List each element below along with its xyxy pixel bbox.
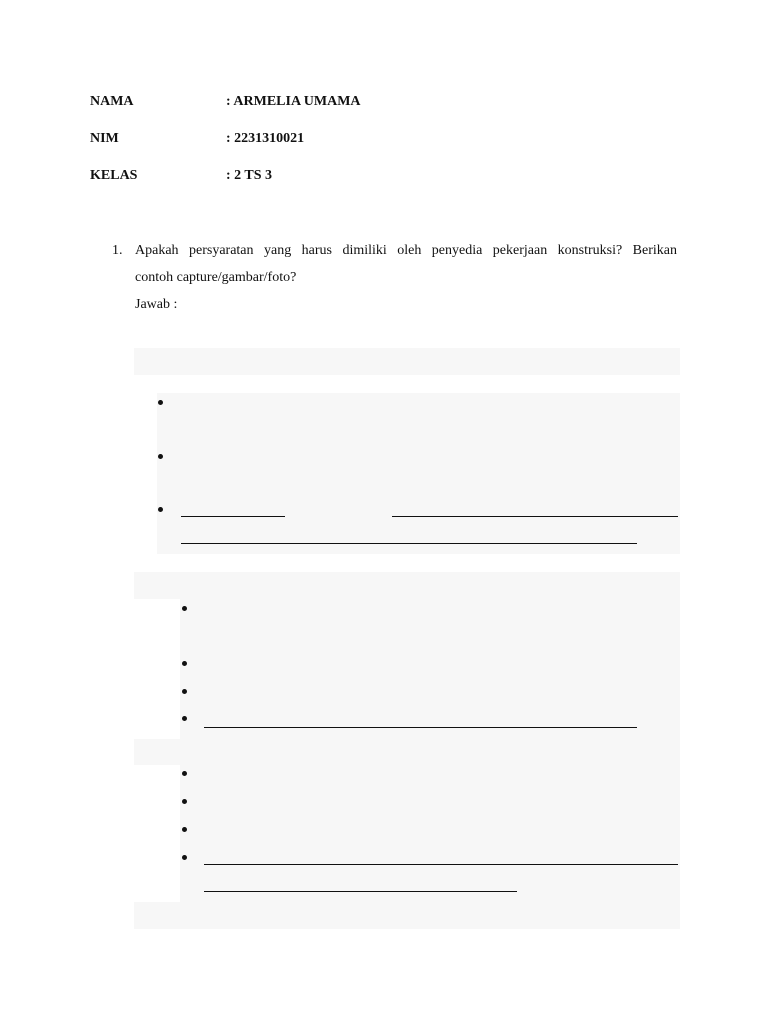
nama-value: : ARMELIA UMAMA — [226, 94, 361, 109]
answer-gap-1 — [134, 599, 180, 739]
list-bullet — [182, 689, 187, 694]
list-bullet — [158, 454, 163, 459]
list-bullet — [182, 827, 187, 832]
list-bullet — [182, 606, 187, 611]
list-bullet — [182, 771, 187, 776]
question-line-2: contoh capture/gambar/foto? — [135, 270, 297, 285]
list-bullet — [158, 507, 163, 512]
answer-shade-list-2 — [134, 572, 680, 929]
answer-shade-list-1 — [157, 393, 680, 554]
list-bullet — [182, 799, 187, 804]
nim-label: NIM — [90, 131, 119, 146]
list-bullet — [182, 855, 187, 860]
kelas-value: : 2 TS 3 — [226, 168, 273, 183]
kelas-label: KELAS — [90, 168, 138, 183]
answer-shade-header-1 — [134, 348, 680, 375]
nama-label: NAMA — [90, 94, 134, 109]
list-bullet — [182, 716, 187, 721]
list-bullet — [182, 661, 187, 666]
underline — [204, 727, 637, 728]
underline — [204, 864, 678, 865]
question-number: 1. — [112, 243, 123, 258]
answer-gap-2 — [134, 765, 180, 902]
underline — [181, 516, 285, 517]
answer-label: Jawab : — [135, 297, 178, 312]
list-bullet — [158, 400, 163, 405]
question-line-1: Apakah persyaratan yang harus dimiliki oleh penyedia pekerjaan konstruksi? Berikan — [135, 243, 677, 258]
underline — [181, 543, 637, 544]
nim-value: : 2231310021 — [226, 131, 305, 146]
underline — [392, 516, 678, 517]
underline — [204, 891, 517, 892]
